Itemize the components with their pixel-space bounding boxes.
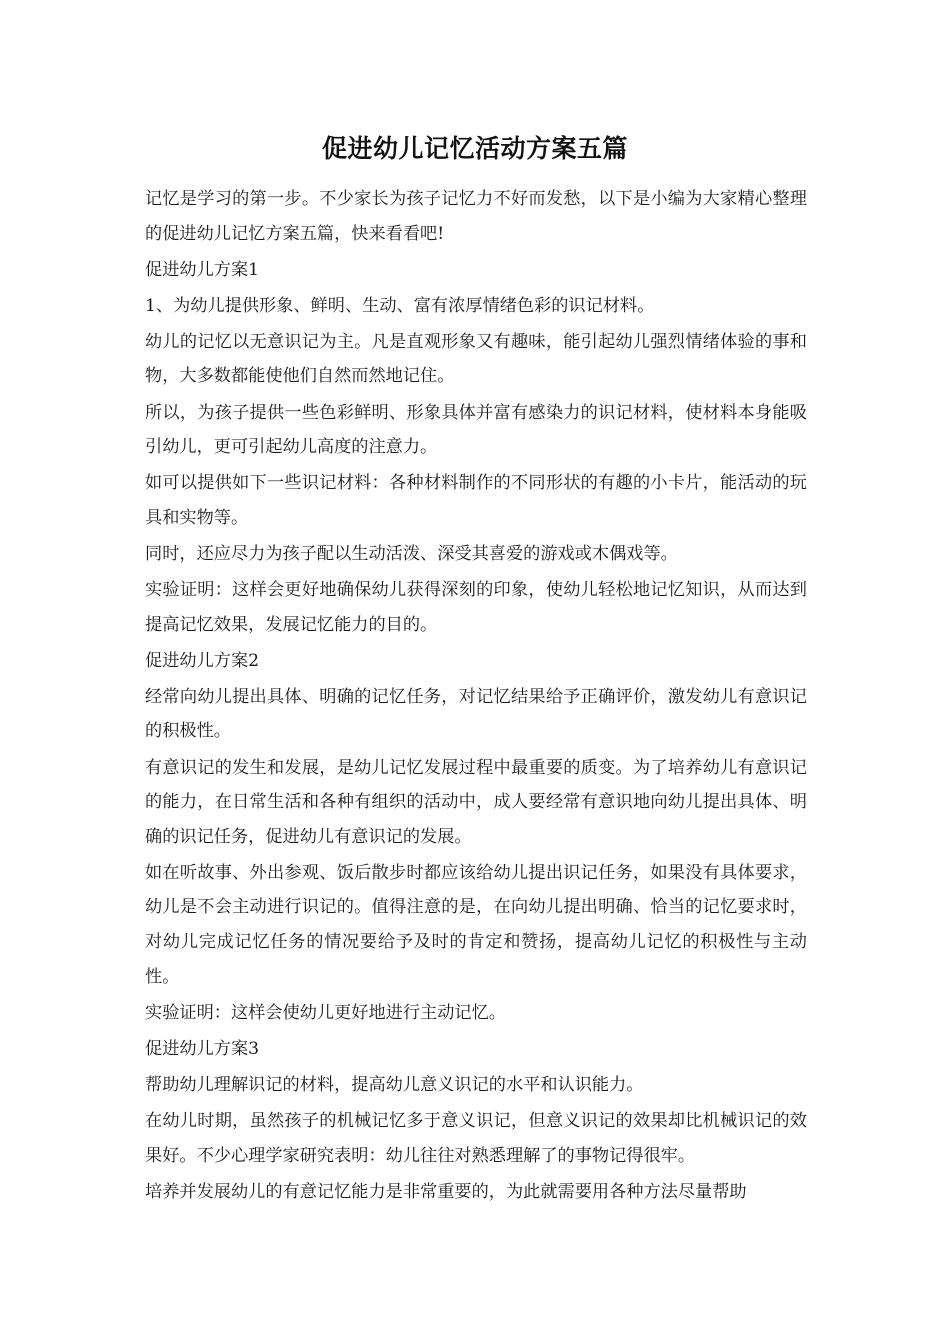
paragraph: 经常向幼儿提出具体、明确的记忆任务，对记忆结果给予正确评价，激发幼儿有意识记的积极性。 (145, 686, 807, 742)
paragraph: 培养并发展幼儿的有意记忆能力是非常重要的，为此就需要用各种方法尽量帮助 (145, 1181, 747, 1202)
paragraph: 如在听故事、外出参观、饭后散步时都应该给幼儿提出识记任务，如果没有具体要求，幼儿是不会主动进行识记的。值得注意的是，在向幼儿提出明确、恰当的记忆要求时，对幼儿完成记忆任务的情况要给予及时的肯定和赞扬，提高幼儿记忆的积极性与主动性。 (145, 862, 807, 987)
paragraph: 如可以提供如下一些识记材料：各种材料制作的不同形状的有趣的小卡片，能活动的玩具和实物等。 (145, 473, 807, 528)
section-heading-plan-2: 促进幼儿方案2 (145, 650, 260, 671)
paragraph: 有意识记的发生和发展，是幼儿记忆发展过程中最重要的质变。为了培养幼儿有意识记的能力，在日常生活和各种有组织的活动中，成人要经常有意识地向幼儿提出具体、明确的识记任务，促进幼儿有意识记的发展。 (145, 757, 807, 847)
paragraph: 同时，还应尽力为孩子配以生动活泼、深受其喜爱的游戏或木偶戏等。 (145, 543, 678, 564)
section-heading-plan-1: 促进幼儿方案1 (145, 259, 260, 280)
section-heading-plan-3: 促进幼儿方案3 (145, 1038, 260, 1059)
document-body (145, 182, 807, 1209)
document-title: 促进幼儿记忆活动方案五篇 (321, 134, 628, 163)
paragraph: 实验证明：这样会使幼儿更好地进行主动记忆。 (145, 1002, 506, 1023)
paragraph-intro: 记忆是学习的第一步。不少家长为孩子记忆力不好而发愁，以下是小编为大家精心整理的促进幼儿记忆方案五篇，快来看看吧! (145, 189, 807, 244)
paragraph: 幼儿的记忆以无意识记为主。凡是直观形象又有趣味，能引起幼儿强烈情绪体验的事和物，大多数都能使他们自然而然地记住。 (145, 331, 807, 387)
paragraph: 1、为幼儿提供形象、鲜明、生动、富有浓厚情绪色彩的识记材料。 (145, 295, 655, 316)
paragraph: 所以，为孩子提供一些色彩鲜明、形象具体并富有感染力的识记材料，使材料本身能吸引幼儿，更可引起幼儿高度的注意力。 (145, 402, 807, 458)
paragraph: 在幼儿时期，虽然孩子的机械记忆多于意义识记，但意义识记的效果却比机械识记的效果好。不少心理学家研究表明：幼儿往往对熟悉理解了的事物记得很牢。 (145, 1110, 807, 1166)
paragraph: 实验证明：这样会更好地确保幼儿获得深刻的印象，使幼儿轻松地记忆知识，从而达到提高记忆效果，发展记忆能力的目的。 (145, 580, 807, 635)
paragraph: 帮助幼儿理解识记的材料，提高幼儿意义识记的水平和认识能力。 (145, 1074, 644, 1095)
